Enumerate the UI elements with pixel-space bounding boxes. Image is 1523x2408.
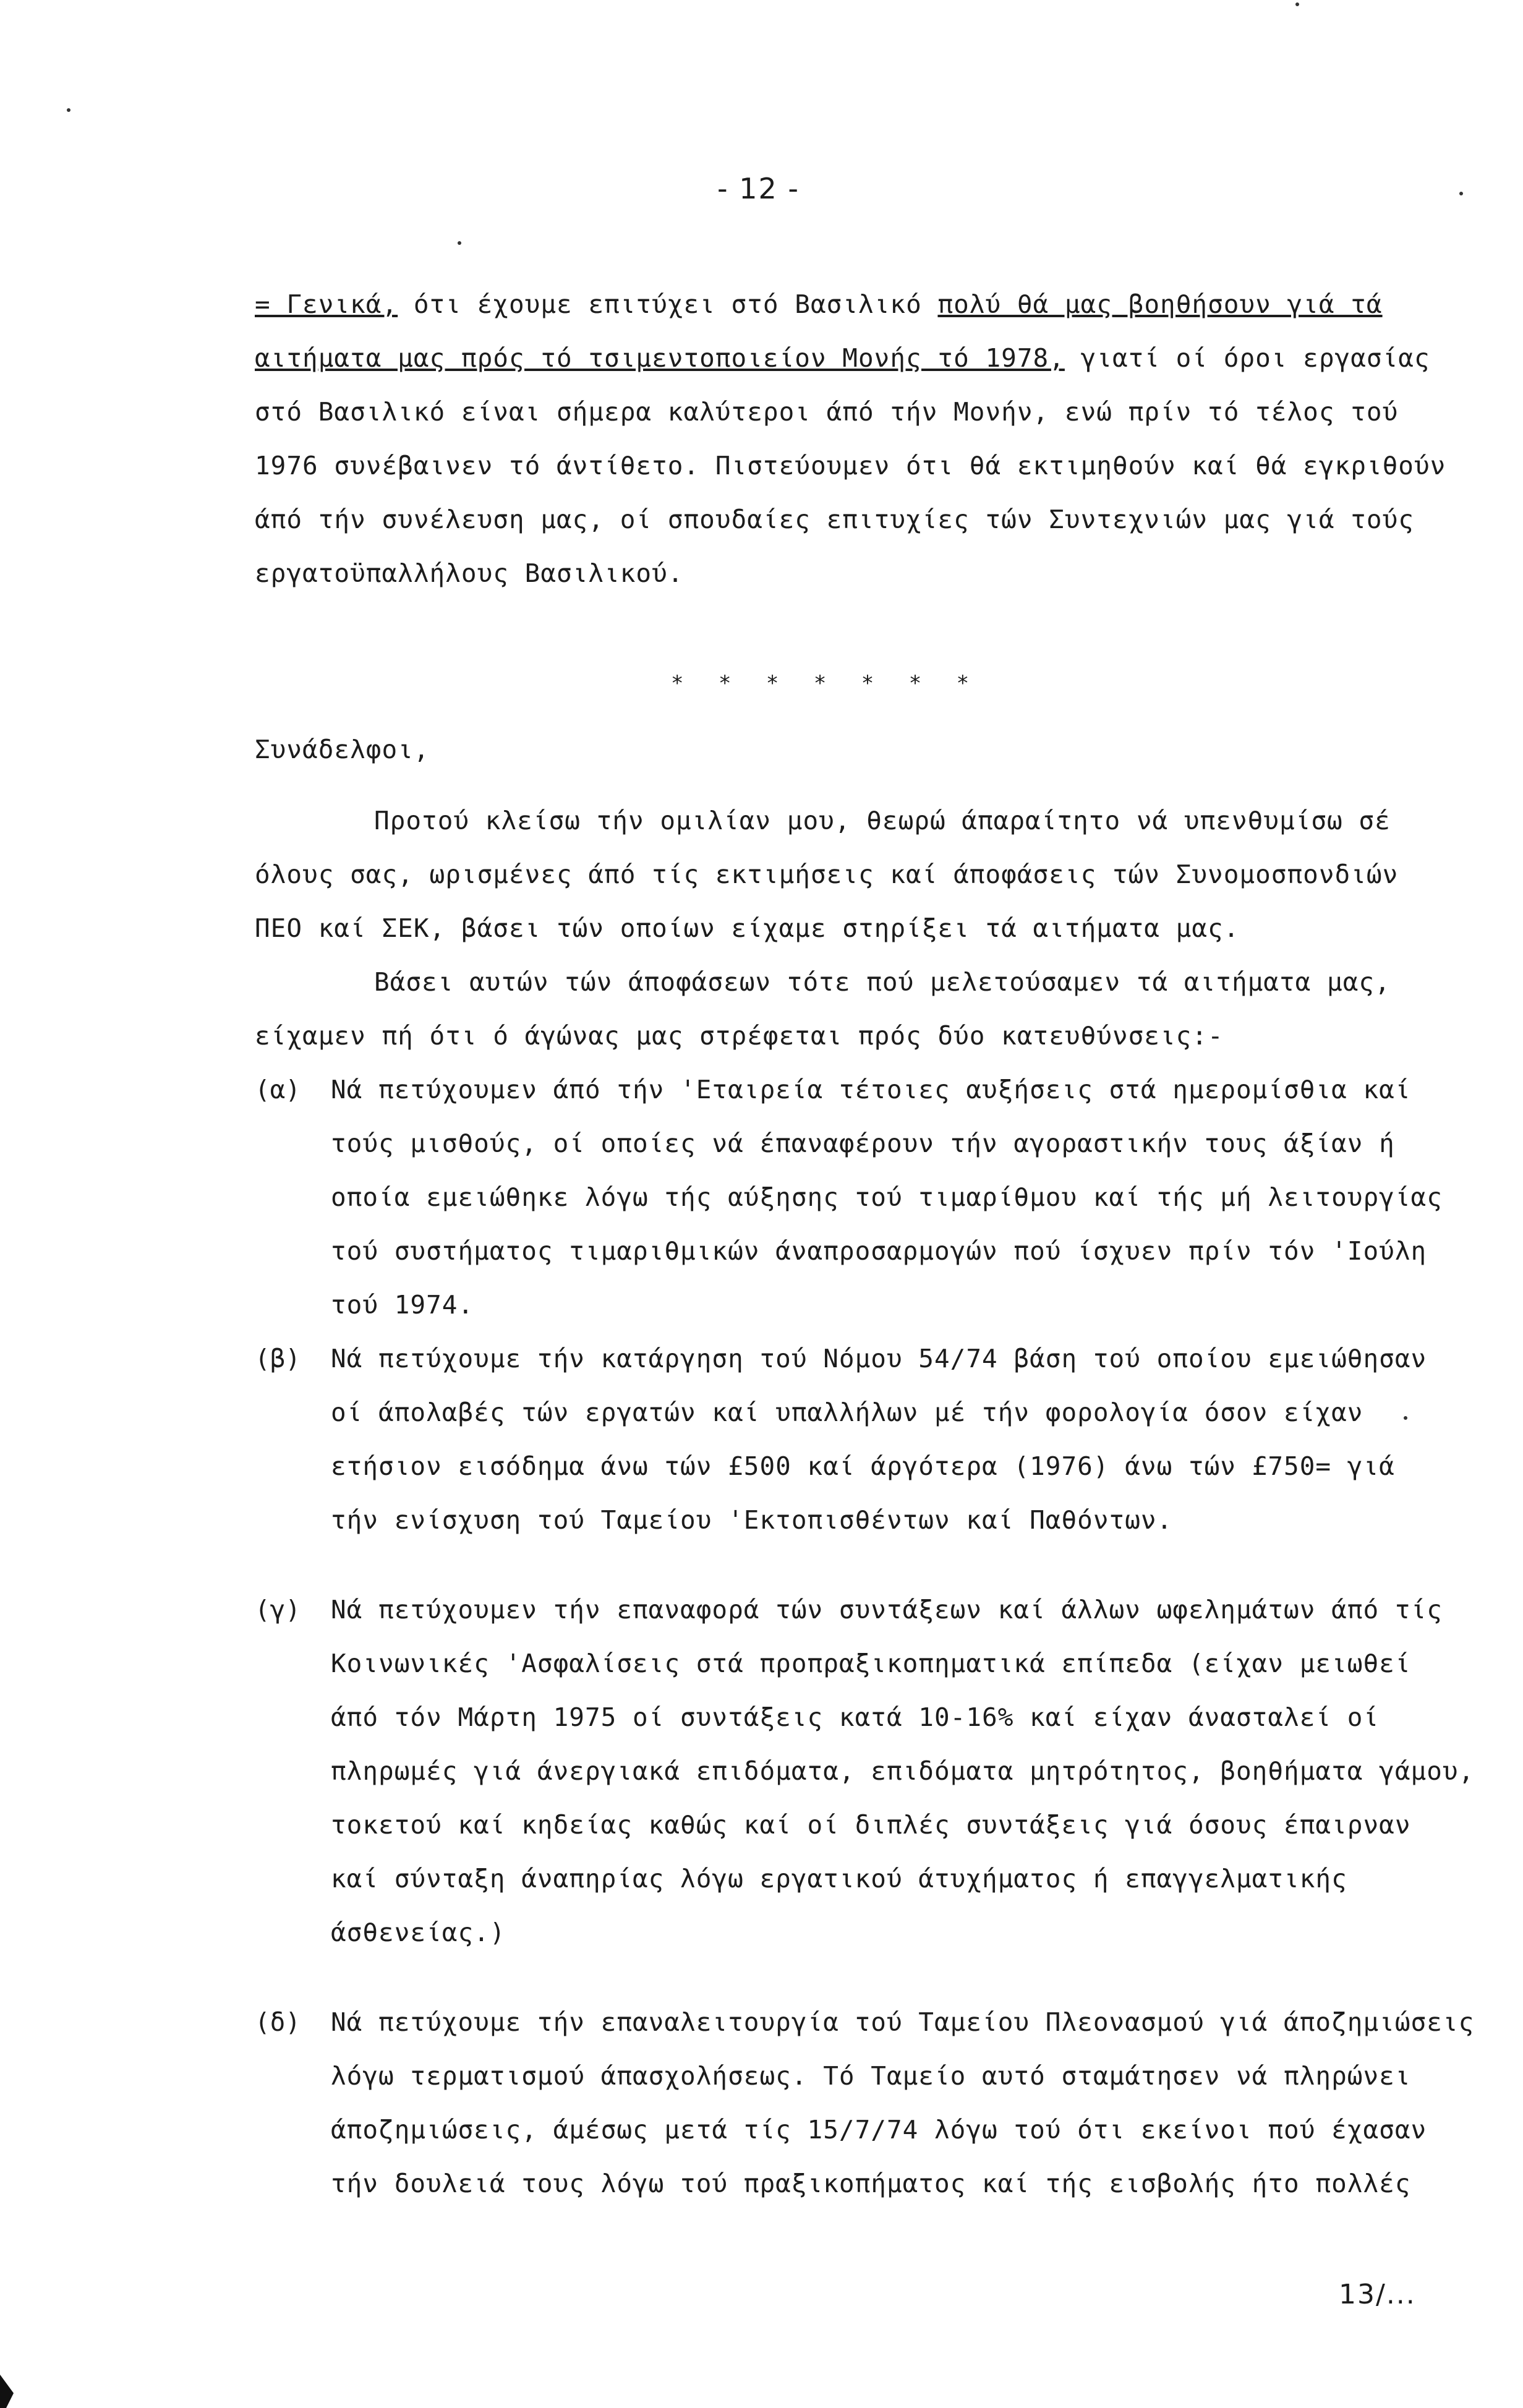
para1-line-3: ΠΕΟ καί ΣΕΚ, βάσει τών οποίων είχαμε στηρίξει τά αιτήματα μας. xyxy=(255,913,1240,943)
item-a-line-4: τού συστήματος τιμαριθμικών άναπροσαρμογών πού ίσχυεν πρίν τόν 'Ιούλη xyxy=(331,1236,1427,1266)
item-c-line-3: άπό τόν Μάρτη 1975 οί συντάξεις κατά 10-16% καί είχαν άνασταλεί οί xyxy=(331,1702,1380,1732)
item-a-line-2: τούς μισθούς, οί οποίες νά έπαναφέρουν τήν αγοραστικήν τους άξίαν ή xyxy=(331,1129,1395,1158)
scan-speck xyxy=(1404,1416,1407,1420)
item-d-line-2: λόγω τερματισμού άπασχολήσεως. Τό Ταμείο αυτό σταμάτησεν νά πληρώνει xyxy=(331,2061,1411,2091)
item-c-line-7: άσθενείας.) xyxy=(331,1918,506,1947)
salutation: Συνάδελφοι, xyxy=(255,735,430,764)
intro-line-1-text: ότι έχουμε επιτύχει στό Βασιλικό xyxy=(398,289,938,319)
item-b-line-3: ετήσιον εισόδημα άνω τών £500 καί άργότερα (1976) άνω τών £750= γιά xyxy=(331,1451,1395,1481)
item-b-line-4: τήν ενίσχυση τού Ταμείου 'Εκτοπισθέντων καί Παθόντων. xyxy=(331,1505,1173,1535)
item-d-line-3: άποζημιώσεις, άμέσως μετά τίς 15/7/74 λόγω τού ότι εκείνοι πού έχασαν xyxy=(331,2115,1427,2145)
item-d-line-1: Νά πετύχουμε τήν επαναλειτουργία τού Ταμείου Πλεονασμού γιά άποζημιώσεις xyxy=(331,2007,1475,2037)
item-a-line-3: οποία εμειώθηκε λόγω τής αύξησης τού τιμαρίθμου καί τής μή λειτουργίας xyxy=(331,1182,1443,1212)
item-c-line-5: τοκετού καί κηδείας καθώς καί οί διπλές συντάξεις γιά όσους έπαιρναν xyxy=(331,1810,1411,1840)
scan-speck xyxy=(458,241,461,245)
para2-line-2: είχαμεν πή ότι ό άγώνας μας στρέφεται πρός δύο κατευθύνσεις:- xyxy=(255,1021,1224,1051)
item-c-line-4: πληρωμές γιά άνεργιακά επιδόματα, επιδόματα μητρότητος, βοηθήματα γάμου, xyxy=(331,1756,1475,1786)
page-number: - 12 - xyxy=(717,172,800,205)
scan-speck xyxy=(1459,192,1463,195)
section-separator: * * * * * * * xyxy=(671,671,981,696)
intro-line-2-underlined: αιτήματα μας πρός τό τσιμεντοποιείον Μονής τό 1978, xyxy=(255,343,1065,373)
item-c-line-6: καί σύνταξη άναπηρίας λόγω εργατικού άτυχήματος ή επαγγελματικής xyxy=(331,1864,1347,1894)
item-b-line-1: Νά πετύχουμε τήν κατάργηση τού Νόμου 54/74 βάση τού οποίου εμειώθησαν xyxy=(331,1344,1427,1373)
item-c-marker: (γ) xyxy=(255,1595,301,1625)
item-c-line-1: Νά πετύχουμεν τήν επαναφορά τών συντάξεων καί άλλων ωφελημάτων άπό τίς xyxy=(331,1595,1443,1625)
item-d-line-4: τήν δουλειά τους λόγω τού πραξικοπήματος καί τής εισβολής ήτο πολλές xyxy=(331,2169,1411,2198)
continued-page-marker: 13/... xyxy=(1339,2279,1416,2310)
intro-line-5: άπό τήν συνέλευση μας, οί σπουδαίες επιτυχίες τών Συντεχνιών μας γιά τούς xyxy=(255,505,1414,534)
intro-line-1-underlined-tail: πολύ θά μας βοηθήσουν γιά τά xyxy=(937,289,1383,319)
item-c-line-2: Κοινωνικές 'Ασφαλίσεις στά προπραξικοπηματικά επίπεδα (είχαν μειωθεί xyxy=(331,1649,1411,1678)
item-b-marker: (β) xyxy=(255,1344,301,1373)
intro-line-4: 1976 συνέβαινεν τό άντίθετο. Πιστεύουμεν ότι θά εκτιμηθούν καί θά εγκριθούν xyxy=(255,451,1446,480)
para1-line-1: Προτού κλείσω τήν ομιλίαν μου, θεωρώ άπαραίτητο νά υπενθυμίσω σέ xyxy=(374,806,1391,835)
intro-lead-word: = Γενικά, xyxy=(255,289,398,319)
para1-line-2: όλους σας, ωρισμένες άπό τίς εκτιμήσεις καί άποφάσεις τών Συνομοσπονδιών xyxy=(255,860,1399,889)
item-d-marker: (δ) xyxy=(255,2007,301,2037)
item-a-line-5: τού 1974. xyxy=(331,1290,474,1320)
intro-line-2 xyxy=(255,339,1430,377)
intro-line-3: στό Βασιλικό είναι σήμερα καλύτεροι άπό τήν Μονήν, ενώ πρίν τό τέλος τού xyxy=(255,397,1399,427)
intro-line-1 xyxy=(255,286,1383,323)
item-a-line-1: Νά πετύχουμεν άπό τήν 'Εταιρεία τέτοιες αυξήσεις στά ημερομίσθια καί xyxy=(331,1075,1411,1104)
intro-line-6: εργατοϋπαλλήλους Βασιλικού. xyxy=(255,558,684,588)
scan-speck xyxy=(1295,2,1299,6)
scan-speck xyxy=(67,108,70,112)
item-b-line-2: οί άπολαβές τών εργατών καί υπαλλήλων μέ τήν φορολογία όσον είχαν xyxy=(331,1398,1363,1427)
item-a-marker: (α) xyxy=(255,1075,301,1104)
para2-line-1: Βάσει αυτών τών άποφάσεων τότε πού μελετούσαμεν τά αιτήματα μας, xyxy=(374,967,1391,997)
scan-edge-mark xyxy=(0,2368,25,2408)
intro-line-2-text: γιατί οί όροι εργασίας xyxy=(1064,343,1430,373)
